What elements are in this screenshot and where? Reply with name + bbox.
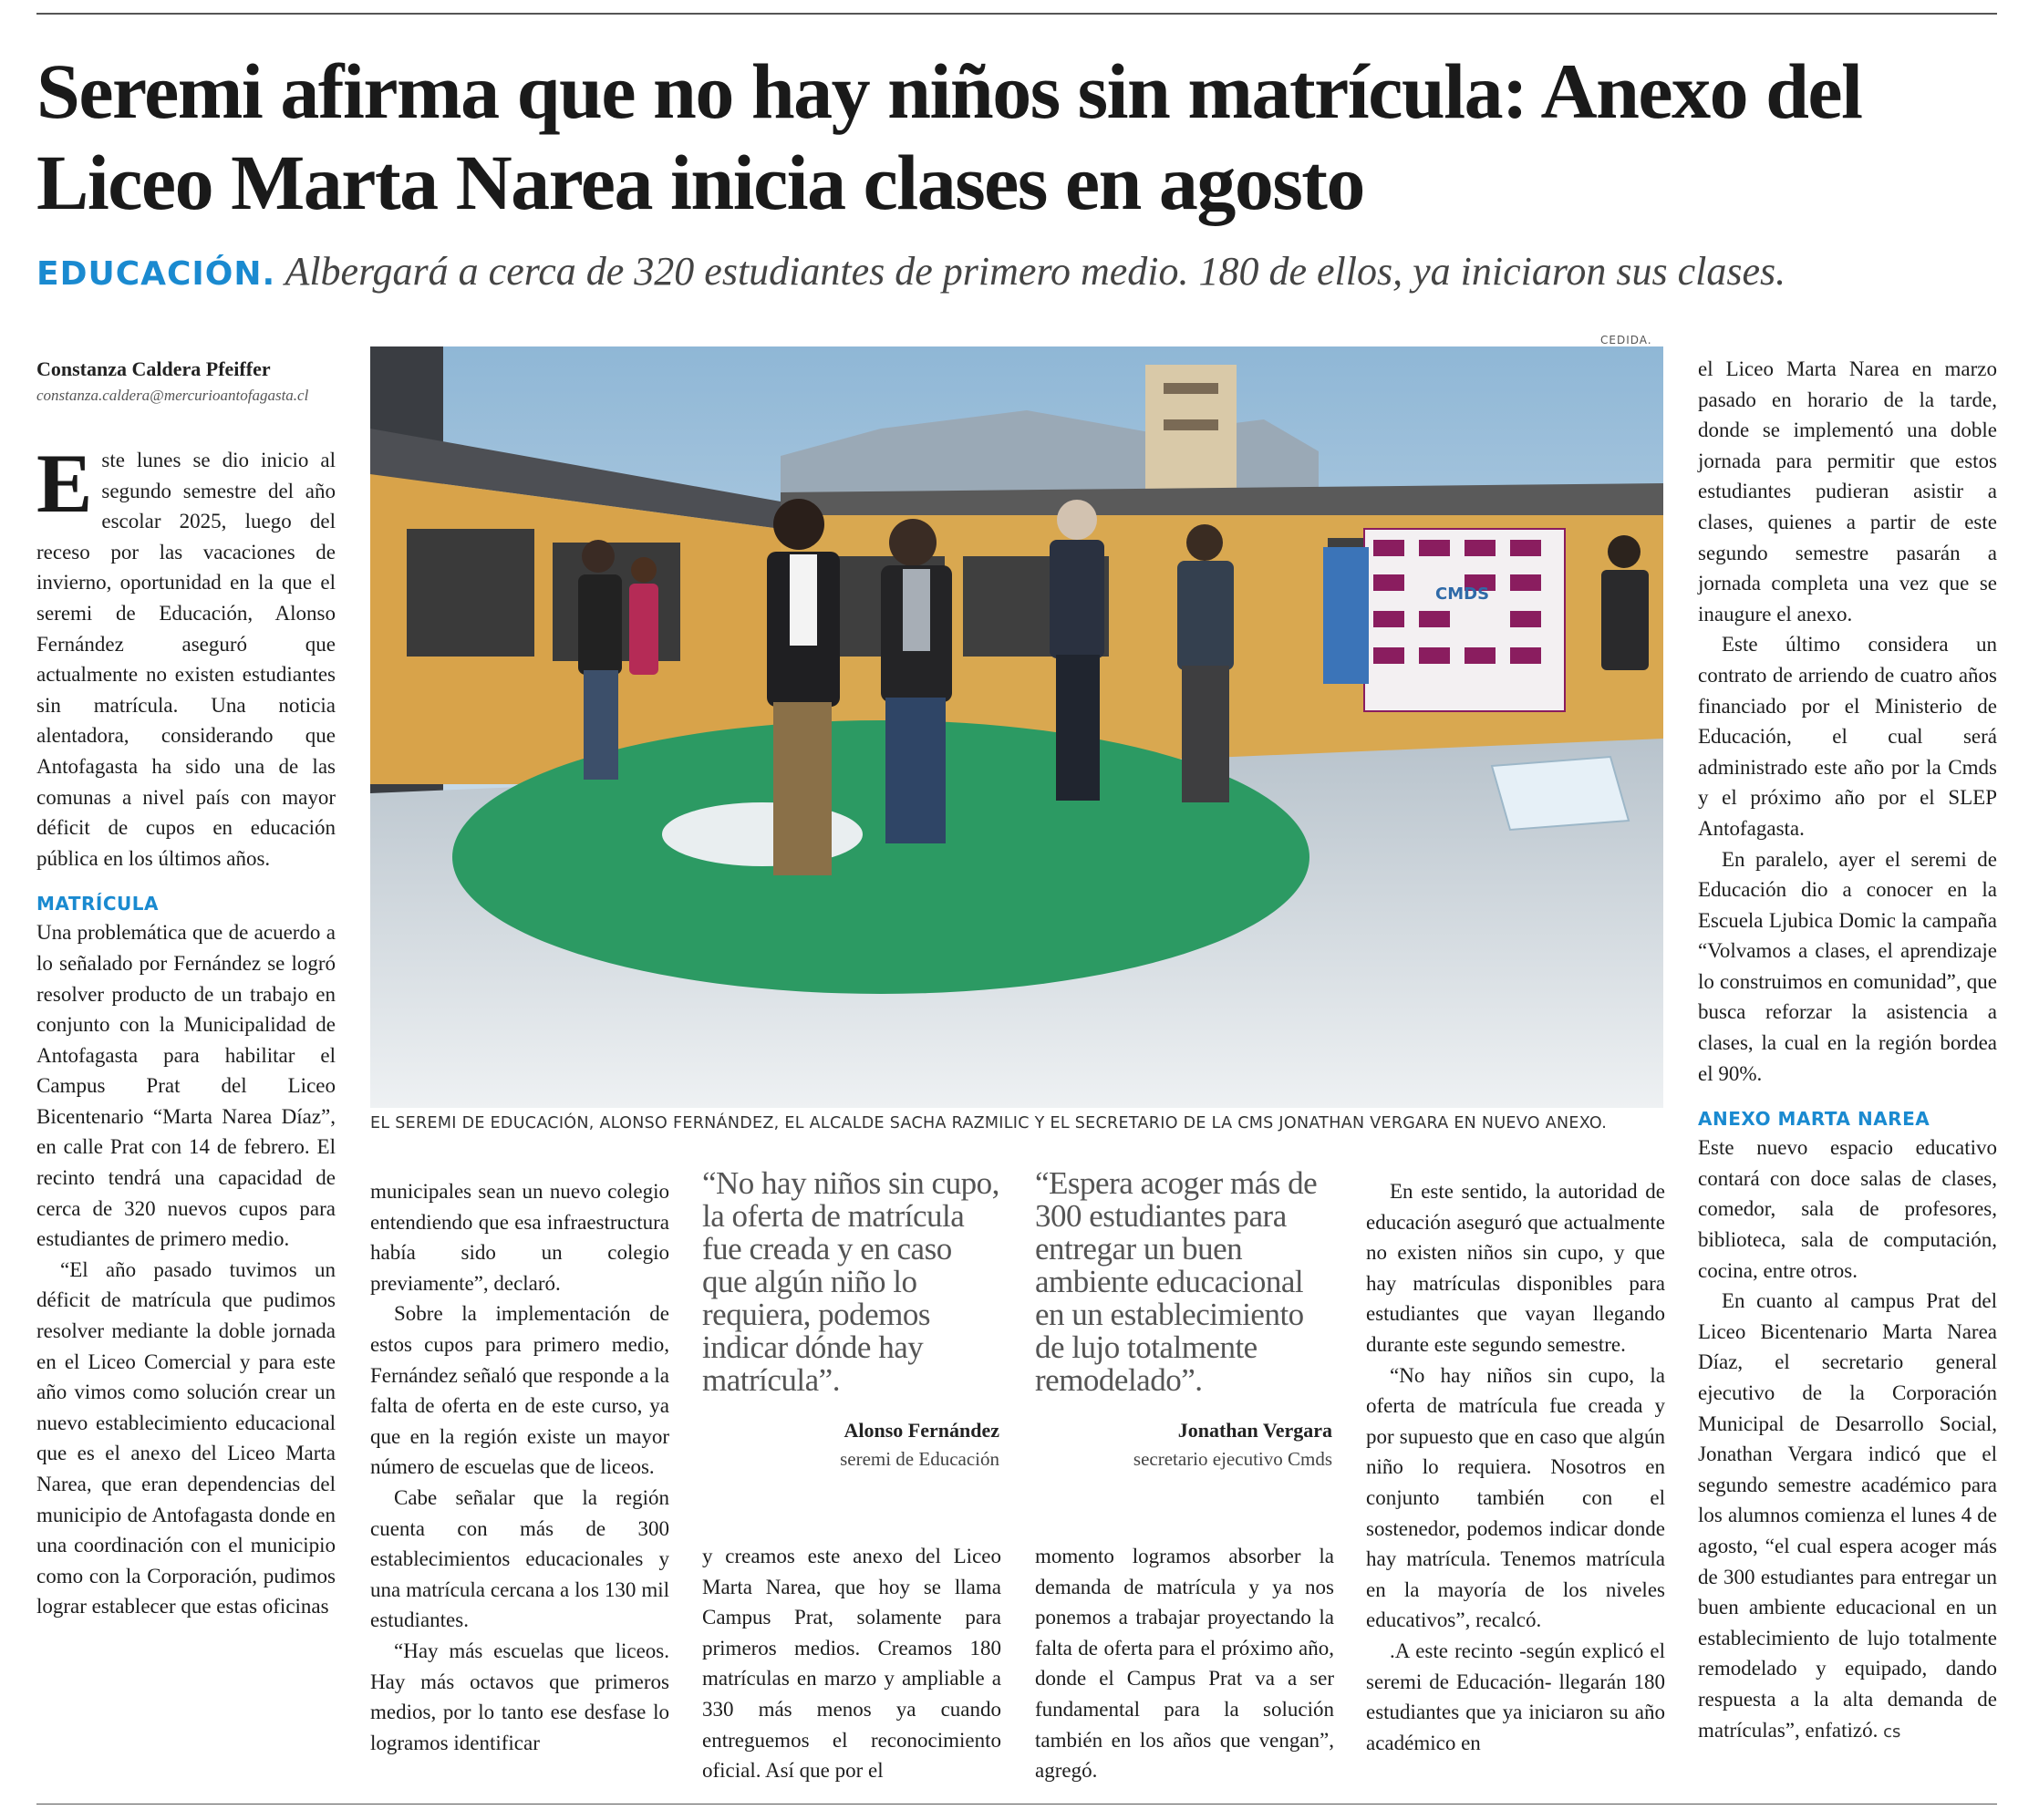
author-name: Constanza Caldera Pfeiffer [36, 357, 271, 380]
pull-quote-1-signature [702, 1419, 999, 1471]
top-rule [36, 13, 1997, 15]
paragraph: momento logramos absorber la demanda de matrícula y ya nos ponemos a trabajar proyectando la falta de oferta para el próximo año, donde el Campus Prat va a ser fundamental para la solución también en los años que vengan”, agregó. [1035, 1545, 1334, 1783]
column-1 [36, 437, 336, 1622]
paragraph: Este nuevo espacio educativo contará con doce salas de clases, comedor, sala de profesores, biblioteca, sala de computación, cocina, entre otros. [1698, 1136, 1997, 1282]
subhead-anexo: ANEXO MARTA NAREA [1698, 1108, 1930, 1131]
kicker-line [36, 248, 2024, 295]
paragraph: y creamos este anexo del Liceo Marta Narea, que hoy se llama Campus Prat, solamente para primeros medios. Creamos 180 matrículas en marzo y ampliable a 330 más menos ya cuando entreguemos el reconocimiento oficial. Así que por el [702, 1545, 1001, 1783]
paragraph: En paralelo, ayer el seremi de Educación dio a conocer en la Escuela Ljubica Domic la campaña “Volvamos a clases, el aprendizaje lo construimos en comunidad”, que busca reforzar la asistencia a clases, la cual en la región bordea el 90%. [1698, 847, 1997, 1085]
pull-quote-2: “Espera acoger más de 300 estudiantes para entregar un buen ambiente educacional en un establecimiento de lujo totalmente remodelado”. [1035, 1165, 1318, 1398]
section-label: EDUCACIÓN. [36, 255, 276, 293]
photo-credit: CEDIDA. [1600, 334, 1652, 346]
column-6 [1698, 354, 1997, 1747]
paragraph: “El año pasado tuvimos un déficit de matrícula que pudimos resolver mediante la doble jornada en el Liceo Comercial y para este año vimos como solución crear un nuevo establecimiento educacional que es el anexo del Liceo Marta Narea, que eran dependencias del municipio de Antofagasta donde en una coordinación con el municipio como con la Corporación, pudimos lograr establecer que estas oficinas [36, 1257, 336, 1618]
byline [36, 357, 365, 405]
paragraph: Este último considera un contrato de arriendo de cuatro años financiado por el Ministerio de Educación, el cual será administrado este año por la Cmds y el próximo año por el SLEP Antofagasta. [1698, 633, 1997, 840]
banner-logo-text: CMDS [1435, 584, 1490, 604]
column-5 [1366, 1176, 1665, 1758]
paragraph: Una problemática que de acuerdo a lo señalado por Fernández se logró resolver producto de un trabajo en conjunto con la Municipalidad de Antofagasta para habilitar el Campus Prat del Liceo Bicentenario “Marta Narea Díaz”, en calle Prat con 14 de febrero. El recinto tendrá una capacidad de cerca de 320 nuevos cupos para estudiantes de primero medio. [36, 921, 336, 1251]
paragraph: “No hay niños sin cupo, la oferta de matrícula fue creada y por supuesto que en caso que algún niño lo requiera. Nosotros en conjunto también con el sostenedor, podemos indicar donde hay matrícula. Tenemos matrícula en la mayoría de los niveles educativos”, recalcó. [1366, 1363, 1665, 1632]
paragraph [1698, 1286, 1997, 1747]
pull-quote-2-signature [1035, 1419, 1332, 1471]
paragraph: Sobre la implementación de estos cupos para primero medio, Fernández señaló que responde a la falta de oferta en de este curso, ya que en la región existe un mayor número de escuelas que de liceos. [370, 1302, 669, 1479]
photo-illustration [370, 346, 1663, 1108]
closing-text: En cuanto al campus Prat del Liceo Bicentenario Marta Narea Díaz, el secretario general ejecutivo de la Corporación Municipal de Desarrollo Social, Jonathan Vergara indicó que el segundo semestre académico para los alumnos comienza el lunes 4 de agosto, “el cual espera acoger más de 300 estudiantes para entregar un buen ambiente educacional en un establecimiento de lujo totalmente remodelado y equipado, dando respuesta a la alta demanda de matrículas”, enfatizó. [1698, 1289, 1997, 1742]
paragraph: “Hay más escuelas que liceos. Hay más octavos que primeros medios, por lo tanto ese desfase lo logramos identificar [370, 1639, 669, 1754]
lead-text: ste lunes se dio inicio al segundo semestre del año escolar 2025, luego del receso por las vacaciones de invierno, oportunidad en la que el seremi de Educación, Alonso Fernández aseguró que actualmente no existen estudiantes sin matrícula. Una noticia alentadora, considerando que Antofagasta ha sido una de las comunas a nivel país con mayor déficit de cupos en educación pública en los últimos años. [36, 449, 336, 870]
paragraph: Cabe señalar que la región cuenta con más de 300 establecimientos educacionales y una matrícula cercana a los 130 mil estudiantes. [370, 1485, 669, 1632]
author-email: constanza.caldera@mercurioantofagasta.cl [36, 387, 309, 404]
dropcap: E [36, 437, 93, 530]
quote-1-name: Alonso Fernández [844, 1419, 999, 1442]
column-2 [370, 1176, 669, 1758]
column-4 [1035, 1541, 1334, 1786]
paragraph: el Liceo Marta Narea en marzo pasado en horario de la tarde, donde se implementó una doble jornada para permitir que estos estudiantes pudieran asistir a clases, quienes a partir de este segundo semestre pasarán a jornada completa una vez que se inaugure el anexo. [1698, 357, 1997, 626]
quote-2-name: Jonathan Vergara [1177, 1419, 1332, 1442]
photo-caption: EL SEREMI DE EDUCACIÓN, ALONSO FERNÁNDEZ, EL ALCALDE SACHA RAZMILIC Y EL SECRETARIO DE LA CMS JONATHAN VERGARA EN NUEVO ANEXO. [370, 1114, 1608, 1132]
subhead-matricula: MATRÍCULA [36, 893, 159, 915]
paragraph: En este sentido, la autoridad de educación aseguró que actualmente no existen niños sin cupo, y que hay matrículas disponibles para estudiantes que vayan llegando durante este segundo semestre. [1366, 1180, 1665, 1356]
kicker-text: Albergará a cerca de 320 estudiantes de primero medio. 180 de ellos, ya iniciaron sus clases. [285, 249, 1786, 294]
end-mark: cs [1883, 1722, 1901, 1742]
quote-2-role: secretario ejecutivo Cmds [1133, 1448, 1332, 1470]
quote-1-role: seremi de Educación [840, 1448, 999, 1470]
paragraph: municipales sean un nuevo colegio entendiendo que esa infraestructura había sido un colegio previamente”, declaró. [370, 1180, 669, 1295]
lead-paragraph [36, 437, 336, 874]
column-3 [702, 1541, 1001, 1786]
article-photo [370, 346, 1663, 1108]
headline: Seremi afirma que no hay niños sin matrícula: Anexo del Liceo Marta Narea inicia clases en agosto [36, 47, 1862, 226]
paragraph: .A este recinto -según explicó el seremi de Educación- llegarán 180 estudiantes que ya iniciaron su año académico en [1366, 1639, 1665, 1754]
pull-quote-1: “No hay niños sin cupo, la oferta de matrícula fue creada y en caso que algún niño lo requiera, podemos indicar dónde hay matrícula”. [702, 1165, 999, 1398]
